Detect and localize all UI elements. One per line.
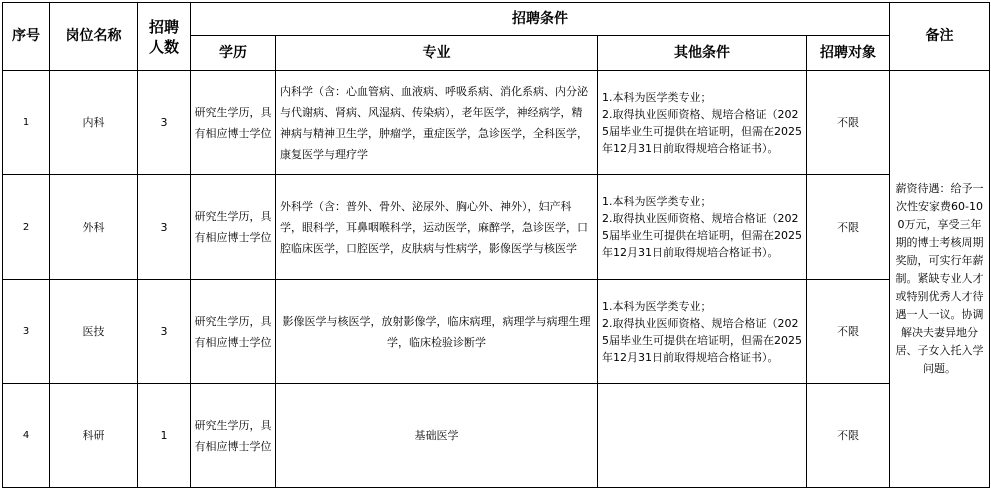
header-quota bbox=[138, 3, 191, 71]
row-seq: 1 bbox=[3, 71, 50, 175]
row-education: 研究生学历，具有相应博士学位 bbox=[191, 384, 276, 488]
row-major: 外科学（含：普外、骨外、泌尿外、胸心外、神外），妇产科学，眼科学，耳鼻咽喉科学，运动医学，麻醉学，急诊医学，口腔临床医学，口腔医学，皮肤病与性病学，影像医学与核医学 bbox=[276, 175, 598, 280]
header-remarks: 备注 bbox=[890, 3, 990, 71]
remarks-cell: 薪资待遇：给予一次性安家费60-100万元，享受三年期的博士考核周期奖励，可实行年薪制。紧缺专业人才或特别优秀人才待遇一人一议。协调解决夫妻异地分居、子女入托入学问题。 bbox=[890, 71, 990, 488]
row-other-conditions: 1.本科为医学类专业； 2.取得执业医师资格、规培合格证（2025届毕业生可提供在培证明，但需在2025年12月31日前取得规培合格证书）。 bbox=[598, 175, 807, 280]
header-conditions: 招聘条件 bbox=[191, 3, 890, 36]
header-target: 招聘对象 bbox=[807, 36, 890, 71]
row-education: 研究生学历，具有相应博士学位 bbox=[191, 175, 276, 280]
row-position: 外科 bbox=[50, 175, 138, 280]
header-quota-text: 招聘人数 bbox=[148, 17, 179, 56]
row-target: 不限 bbox=[807, 175, 890, 280]
header-other: 其他条件 bbox=[598, 36, 807, 71]
row-position: 医技 bbox=[50, 280, 138, 384]
recruitment-table-container bbox=[2, 2, 989, 488]
header-row-top bbox=[3, 3, 990, 36]
row-target: 不限 bbox=[807, 384, 890, 488]
row-education: 研究生学历，具有相应博士学位 bbox=[191, 280, 276, 384]
row-major: 内科学（含：心血管病、血液病、呼吸系病、消化系病、内分泌与代谢病、肾病、风湿病、传染病），老年医学，神经病学，精神病与精神卫生学，肿瘤学，重症医学，急诊医学，全科医学，康复医学与理疗学 bbox=[276, 71, 598, 175]
row-education: 研究生学历，具有相应博士学位 bbox=[191, 71, 276, 175]
row-quota: 3 bbox=[138, 175, 191, 280]
header-major: 专业 bbox=[276, 36, 598, 71]
row-major: 基础医学 bbox=[276, 384, 598, 488]
table-row bbox=[3, 175, 990, 280]
row-quota: 3 bbox=[138, 71, 191, 175]
row-seq: 4 bbox=[3, 384, 50, 488]
recruitment-table bbox=[2, 2, 990, 488]
row-target: 不限 bbox=[807, 280, 890, 384]
row-target: 不限 bbox=[807, 71, 890, 175]
row-other-conditions: 1.本科为医学类专业； 2.取得执业医师资格、规培合格证（2025届毕业生可提供在培证明，但需在2025年12月31日前取得规培合格证书）。 bbox=[598, 280, 807, 384]
row-position: 科研 bbox=[50, 384, 138, 488]
header-position: 岗位名称 bbox=[50, 3, 138, 71]
row-position: 内科 bbox=[50, 71, 138, 175]
header-education: 学历 bbox=[191, 36, 276, 71]
row-major: 影像医学与核医学，放射影像学，临床病理，病理学与病理生理学，临床检验诊断学 bbox=[276, 280, 598, 384]
table-row bbox=[3, 71, 990, 175]
header-seq: 序号 bbox=[3, 3, 50, 71]
table-row bbox=[3, 280, 990, 384]
row-other-conditions: 1.本科为医学类专业； 2.取得执业医师资格、规培合格证（2025届毕业生可提供在培证明，但需在2025年12月31日前取得规培合格证书）。 bbox=[598, 71, 807, 175]
table-row bbox=[3, 384, 990, 488]
row-quota: 3 bbox=[138, 280, 191, 384]
row-seq: 2 bbox=[3, 175, 50, 280]
row-seq: 3 bbox=[3, 280, 50, 384]
row-other-conditions bbox=[598, 384, 807, 488]
row-quota: 1 bbox=[138, 384, 191, 488]
